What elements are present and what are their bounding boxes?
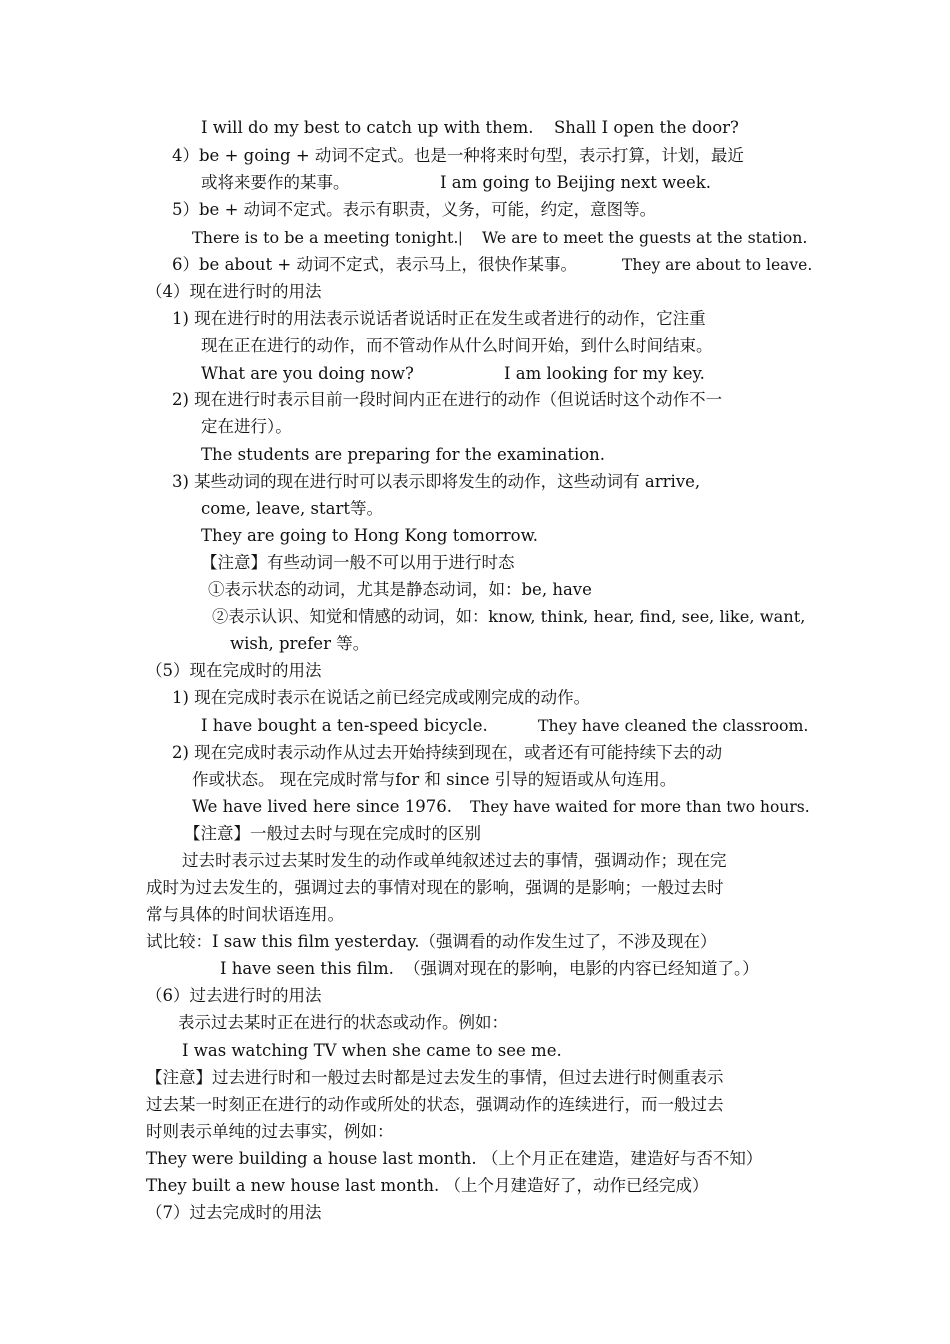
section-heading: （6）过去进行时的用法	[146, 986, 322, 1005]
rule-item-continued: 定在进行）。	[201, 417, 292, 436]
example-line: We have lived here since 1976.	[192, 797, 453, 816]
rule-item: 5）be + 动词不定式。表示有职责，义务，可能，约定，意图等。	[172, 200, 657, 219]
note-heading: 【注意】一般过去时与现在完成时的区别	[184, 824, 481, 843]
note-item: ②表示认识、知觉和情感的动词，如：know, think, hear, find, see, like, want,	[212, 607, 806, 626]
example-line: What are you doing now?	[201, 364, 414, 383]
rule-item-continued: 现在正在进行的动作，而不管动作从什么时间开始，到什么时间结束。	[201, 336, 713, 355]
rule-item: 6）be about + 动词不定式，表示马上，很快作某事。	[172, 255, 577, 274]
paragraph-line: 常与具体的时间状语连用。	[146, 905, 344, 924]
example-line: I am looking for my key.	[504, 364, 705, 383]
example-line: I have bought a ten-speed bicycle.	[201, 716, 488, 735]
example-line: I was watching TV when she came to see me.	[182, 1041, 562, 1060]
rule-item-continued: 作或状态。 现在完成时常与for 和 since 引导的短语或从句连用。	[192, 770, 677, 789]
example-line: I will do my best to catch up with them.	[201, 118, 534, 137]
example-line: Shall I open the door?	[554, 118, 739, 137]
comparison-line: 试比较：I saw this film yesterday.（强调看的动作发生过了，不涉及现在）	[146, 932, 717, 951]
rule-item-continued: 或将来要作的某事。	[201, 173, 350, 192]
note-item-continued: wish, prefer 等。	[230, 634, 370, 653]
note-paragraph: 时则表示单纯的过去事实，例如：	[146, 1122, 394, 1141]
paragraph-line: 过去时表示过去某时发生的动作或单纯叙述过去的事情，强调动作；现在完	[182, 851, 727, 870]
rule-item: 2) 现在进行时表示目前一段时间内正在进行的动作（但说话时这个动作不一	[172, 390, 723, 409]
example-line: They have cleaned the classroom.	[538, 716, 809, 735]
rule-item-continued: come, leave, start等。	[201, 499, 383, 518]
note-paragraph: 【注意】过去进行时和一般过去时都是过去发生的事情，但过去进行时侧重表示	[146, 1068, 724, 1087]
example-line: They are going to Hong Kong tomorrow.	[201, 526, 538, 545]
section-heading: （4）现在进行时的用法	[146, 282, 322, 301]
section-heading: （7）过去完成时的用法	[146, 1203, 322, 1222]
separator-mark: |	[458, 230, 463, 246]
rule-item: 4）be + going + 动词不定式。也是一种将来时句型，表示打算，计划，最近	[172, 146, 744, 165]
comparison-line: I have seen this film.	[220, 959, 394, 978]
paragraph-line: 成时为过去发生的，强调过去的事情对现在的影响，强调的是影响；一般过去时	[146, 878, 724, 897]
example-line: We are to meet the guests at the station.	[482, 228, 808, 247]
example-line: They built a new house last month. （上个月建造好了，动作已经完成）	[146, 1176, 709, 1195]
example-line: There is to be a meeting tonight.	[192, 228, 459, 247]
example-line: I am going to Beijing next week.	[440, 173, 711, 192]
paragraph-line: 表示过去某时正在进行的状态或动作。例如：	[178, 1013, 508, 1032]
example-line: They were building a house last month. （上个月正在建造，建造好与否不知）	[146, 1149, 763, 1168]
rule-item: 1) 现在进行时的用法表示说话者说话时正在发生或者进行的动作，它注重	[172, 309, 706, 328]
example-line: They are about to leave.	[622, 256, 813, 274]
example-line: They have waited for more than two hours.	[470, 798, 810, 816]
comparison-note: （强调对现在的影响，电影的内容已经知道了。）	[404, 959, 759, 978]
note-heading: 【注意】有些动词一般不可以用于进行时态	[201, 553, 515, 572]
note-paragraph: 过去某一时刻正在进行的动作或所处的状态，强调动作的连续进行，而一般过去	[146, 1095, 724, 1114]
note-item: ①表示状态的动词，尤其是静态动词，如：be, have	[208, 580, 592, 599]
section-heading: （5）现在完成时的用法	[146, 661, 322, 680]
rule-item: 1) 现在完成时表示在说话之前已经完成或刚完成的动作。	[172, 688, 591, 707]
rule-item: 2) 现在完成时表示动作从过去开始持续到现在，或者还有可能持续下去的动	[172, 743, 723, 762]
rule-item: 3) 某些动词的现在进行时可以表示即将发生的动作，这些动词有 arrive,	[172, 472, 701, 491]
example-line: The students are preparing for the examination.	[201, 445, 606, 464]
